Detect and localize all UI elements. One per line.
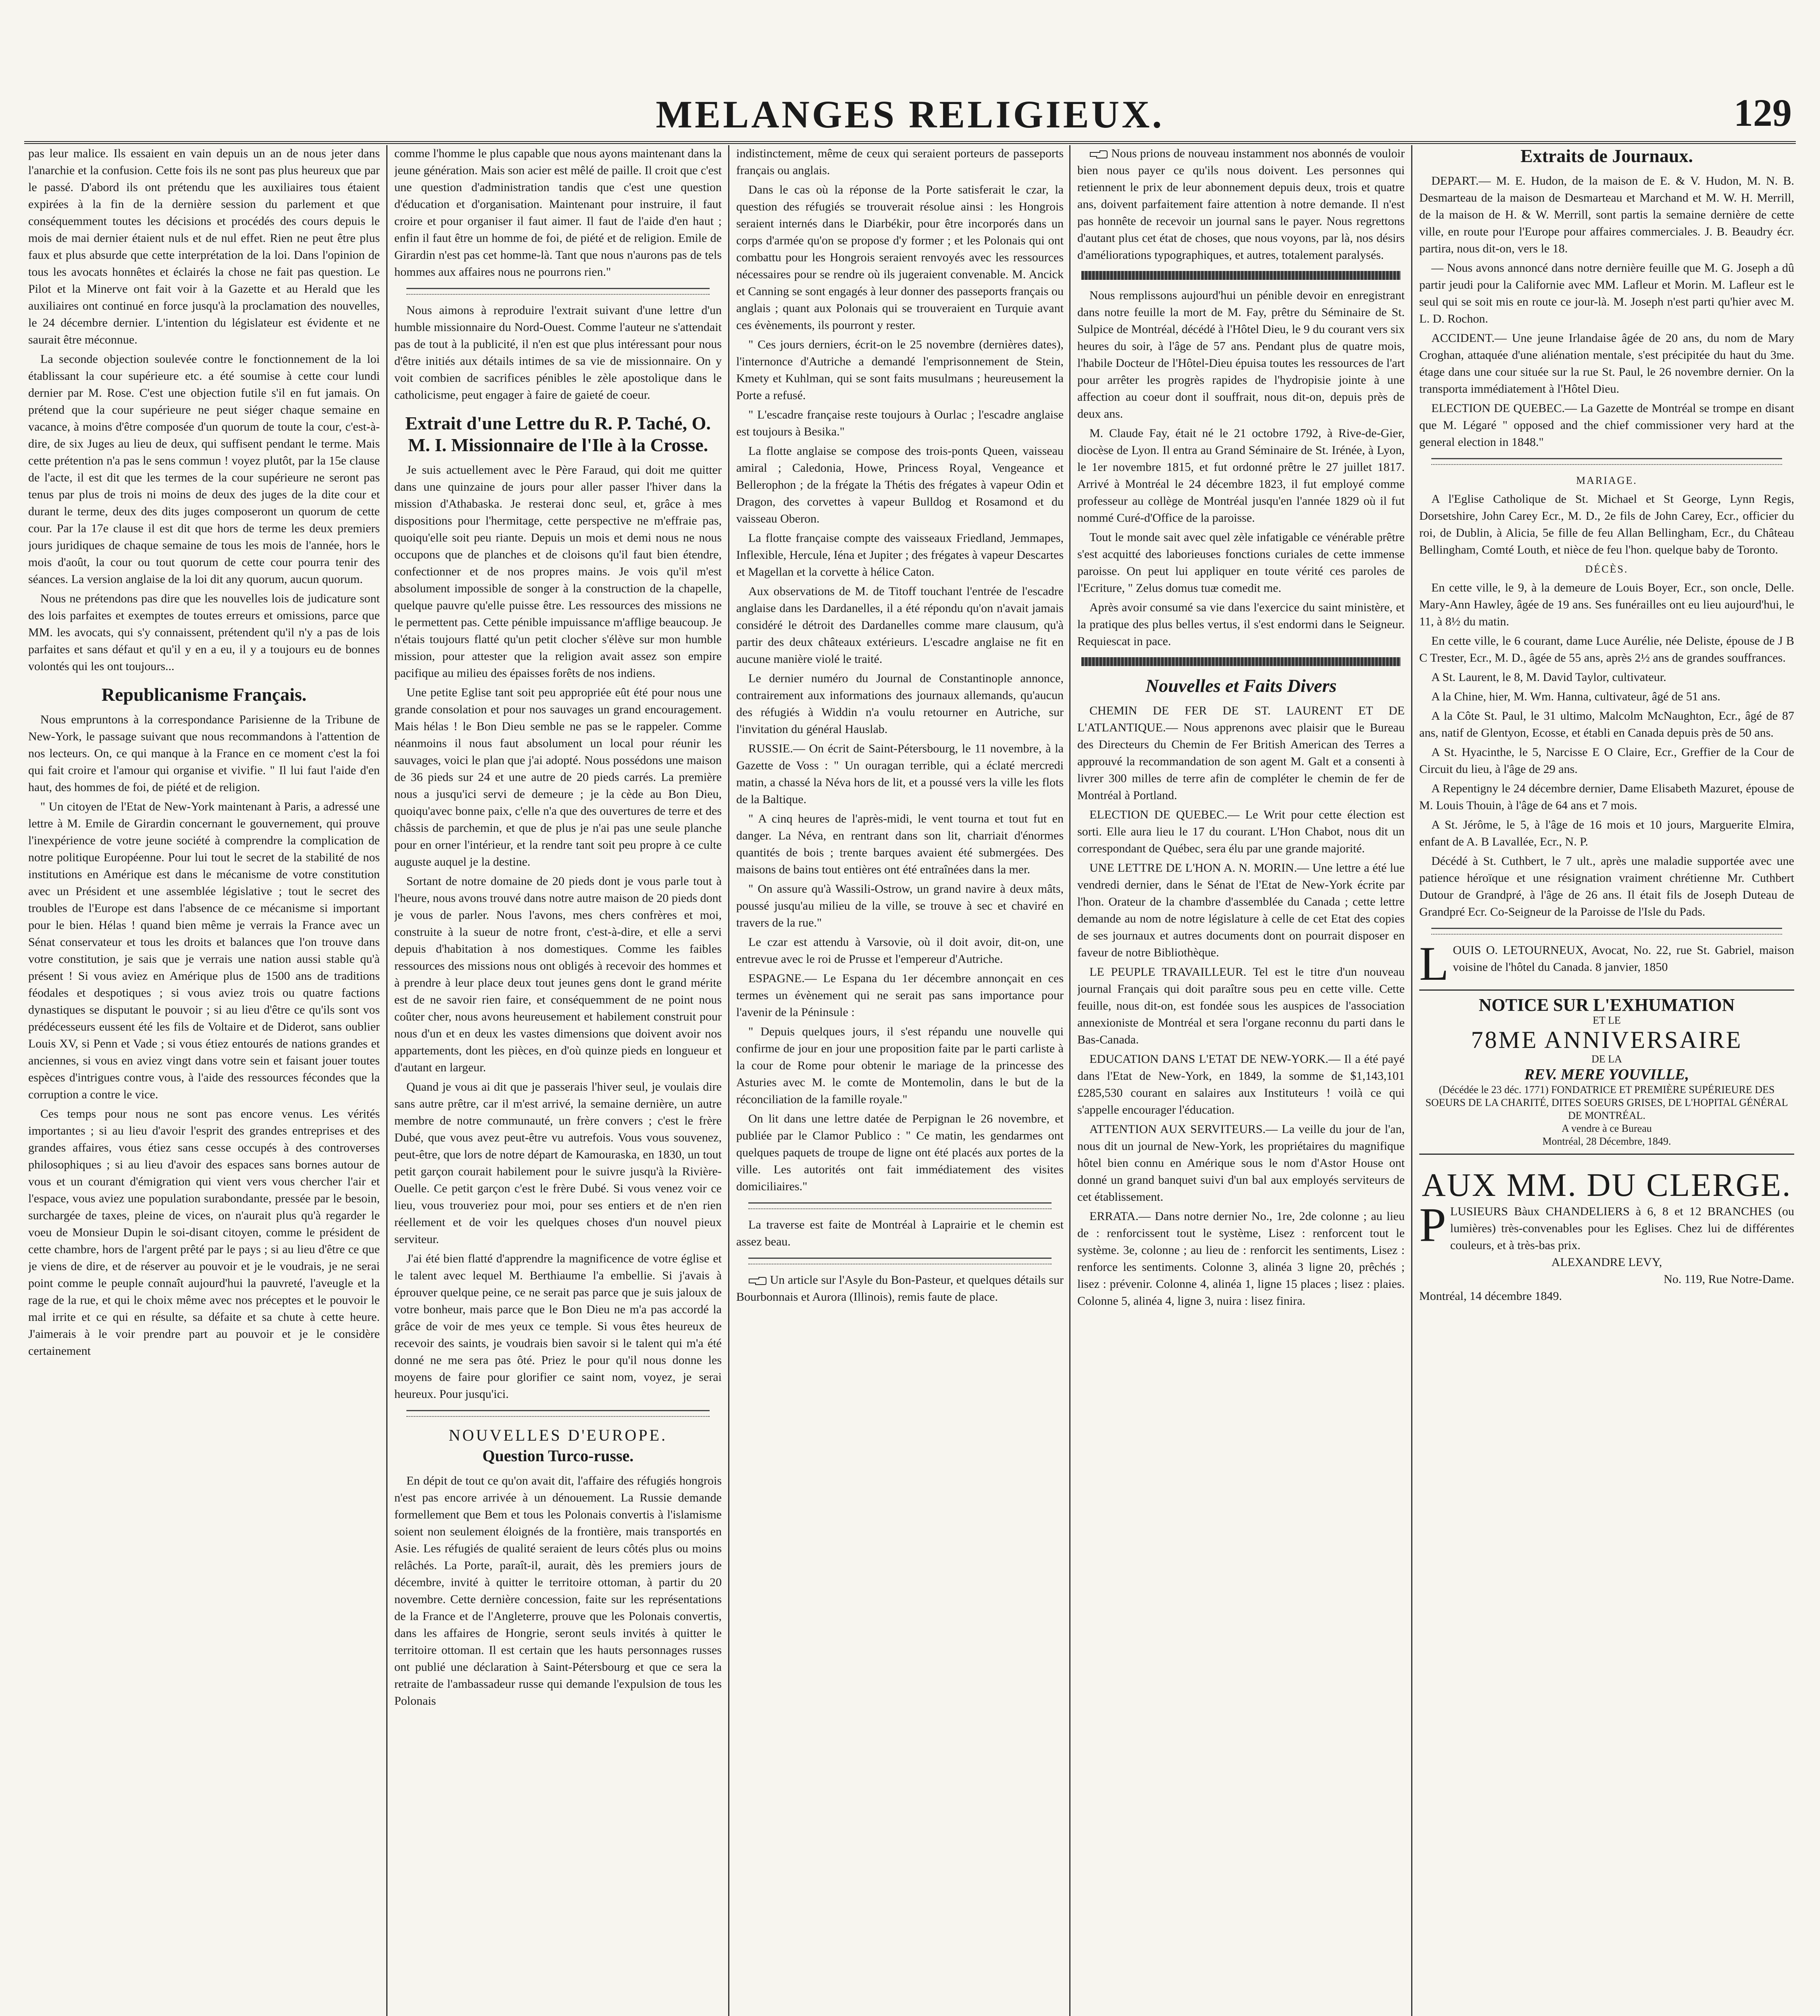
paragraph: Le dernier numéro du Journal de Constantinople annonce, contrairement aux informations des journaux allemands, qu'aucun des réfugiés à Widdin n'a voulu retourner en Autriche, sur l'invitation du général Hauslab. xyxy=(736,672,1064,736)
paragraph: Sortant de notre domaine de 20 pieds dont je vous parle tout à l'heure, nous avons trouvé dans notre autre maison de 20 pieds dont je vous de parler. Nous l'avons, mes chers confrères et moi, construite à la sueur de notre front, c'est-à-dire, et elle a servi depuis d'habitation à nos domestiques. Comme les faibles ressources des missions nous ont obligés à recevoir des hommes et à prendre à leur place deux tout jeunes gens dont le grand mérite est de ne savoir rien faire, et conséquemment de ne point nous coûter cher, nous avons heureusement et habilement construit pour nous d'un et en deux les vastes dimensions que doivent avoir nos appartements, dont les pièces, en d'où quinze pieds en longueur et d'autant en largeur. xyxy=(394,875,722,1074)
paragraph: CHEMIN DE FER DE ST. LAURENT ET DE L'ATLANTIQUE.— Nous apprenons avec plaisir que le Bureau des Directeurs du Chemin de Fer British American des Terres a approuvé la recommandation de son agent M. Galt et a consenti à livrer 300 milles de terre afin de compléter le chemin de fer de Montréal à Portland. xyxy=(1077,704,1405,802)
paragraph: ELECTION DE QUEBEC.— La Gazette de Montréal se trompe en disant que M. Légaré " opposed and the chief commissioner very hard at the general election in 1848." xyxy=(1419,402,1794,449)
paragraph: On lit dans une lettre datée de Perpignan le 26 novembre, et publiée par le Clamor Publico : " Ce matin, les gendarmes ont quelques paquets de troupe de ligne ont été placés aux portes de la ville. Les autorités ont fait immédiatement des visites domiciliaires." xyxy=(736,1112,1064,1193)
section-title: Nouvelles et Faits Divers xyxy=(1145,675,1337,696)
notice-line: ET LE xyxy=(1593,1014,1621,1026)
paragraph: indistinctement, même de ceux qui seraient porteurs de passeports français ou anglais. xyxy=(736,147,1064,177)
notice-anniversary: 78ME ANNIVERSAIRE xyxy=(1471,1027,1743,1053)
page-title: MELANGES RELIGIEUX. xyxy=(656,93,1164,136)
section-heading xyxy=(394,412,722,456)
notice-line: DE LA xyxy=(1591,1053,1622,1065)
section-heading xyxy=(1419,145,1794,167)
paragraph: Nous ne prétendons pas dire que les nouvelles lois de judicature sont des lois parfaites et exemptes de toutes erreurs et omissions, parce que MM. les avocats, qui s'y connaissent, prétendent qu'il n'y a pas de lois parfaites et sans défaut et qu'il y en a eu, il y a toujours eu de bonnes volontés qui les ont toujours... xyxy=(28,592,380,673)
column-divider xyxy=(386,145,387,2016)
paragraph: Tout le monde sait avec quel zèle infatigable ce vénérable prêtre s'est acquitté des laborieuses fonctions curiales de cette immense paroisse. On peut lui appliquer en toute vérité ces paroles de l'Ecriture, " Zelus domus tuæ comedit me. xyxy=(1077,531,1405,595)
section-heading xyxy=(28,684,380,706)
section-title: Republicanisme Français. xyxy=(101,684,307,705)
paragraph: EDUCATION DANS L'ETAT DE NEW-YORK.— Il a été payé dans l'Etat de New-York, en 1849, la somme de $1,143,101 £285,530 courant en salaires aux Instituteurs ! voilà ce qui s'appelle encourager l'éducation. xyxy=(1077,1052,1405,1116)
separator xyxy=(1431,928,1782,935)
paragraph: UNE LETTRE DE L'HON A. N. MORIN.— Une lettre a été lue vendredi dernier, dans le Sénat de l'Etat de New-York écrite par l'hon. Orateur de la chambre d'assemblée du Canada ; cette lettre demande au nom de notre législature à celle de cet Etat des copies de ses journaux et autres documents dont on pourrait disposer en faveur de notre Bibliothèque. xyxy=(1077,861,1405,959)
separator xyxy=(406,1410,710,1417)
paragraph xyxy=(1077,145,1405,264)
notice-sale: A vendre à ce Bureau xyxy=(1562,1123,1652,1134)
column-3 xyxy=(736,145,1064,2016)
paragraph: ACCIDENT.— Une jeune Irlandaise âgée de 20 ans, du nom de Mary Croghan, attaquée d'une aliénation mentale, s'est précipitée du haut du 3me. étage dans une cour située sur la rue St. Paul, le 26 novembre dernier. On la transporta immédiatement à l'Hôtel Dieu. xyxy=(1419,331,1794,396)
column-4 xyxy=(1077,145,1405,2016)
header-rule xyxy=(24,141,1796,144)
paragraph: La flotte anglaise se compose des trois-ponts Queen, vaisseau amiral ; Caledonia, Howe, Princess Royal, Vengeance et Bellerophon ; de la frégate la Thétis des frégates à vapeur Odin et Dragon, des corvettes à vapeur Bulldog et Rosamond et du vaisseau Oberon. xyxy=(736,444,1064,525)
separator xyxy=(748,1258,1052,1264)
advertisement-text: OUIS O. LETOURNEUX, Avocat, No. 22, rue St. Gabriel, maison voisine de l'hôtel du Canada. 8 janvier, 1850 xyxy=(1453,943,1794,974)
ornamental-rule xyxy=(1081,271,1401,280)
subsection-title: DÉCÈS. xyxy=(1585,563,1628,575)
paragraph: Décédé à St. Cuthbert, le 7 ult., après une maladie supportée avec une patience héroïque et une résignation vraiment chrétienne Mr. Cuthbert Dutour de Grandpré, à l'âge de 26 ans. Il était fils de Joseph Duteau de Grandpré Ecr. Co-Seigneur de la Paroisse de l'Isle du Pads. xyxy=(1419,854,1794,918)
paragraph: ELECTION DE QUEBEC.— Le Writ pour cette élection est sorti. Elle aura lieu le 17 du courant. L'Hon Chabot, nous dit un correspondant de Québec, sera élu par une grande majorité. xyxy=(1077,808,1405,855)
paragraph: J'ai été bien flatté d'apprendre la magnificence de votre église et le talent avec lequel M. Berthiaume l'a embellie. Si j'avais à éprouver quelque peine, ce ne serait pas parce que je suis jaloux de votre bonheur, mais parce que le Bon Dieu ne m'a pas accordé la grâce de voir de mes yeux ce temple. Si vous êtes heureux de recevoir des saints, je voudrais bien savoir si le talent qui m'a été donné ne me sera pas ôté. Priez le pour qu'il nous donne les moyens de faire pour glorifier ce saint nom, voyez, je serai heureux. Pour jusqu'ici. xyxy=(394,1252,722,1401)
paragraph: Nous aimons à reproduire l'extrait suivant d'une lettre d'un humble missionnaire du Nord-Ouest. Comme l'auteur ne s'attendait pas de tout à la publicité, il n'en est que plus intéressant pour nous d'être initiés aux détails intimes de sa vie de missionnaire. On y voit combien de sacrifices pénibles le zèle apostolique dans le catholicisme, peut engager à faire de gaieté de coeur. xyxy=(394,304,722,402)
paragraph: Nous empruntons à la correspondance Parisienne de la Tribune de New-York, le passage suivant que nous recommandons à l'attention de nos lecteurs. On, ce qui manque à la France en ce moment c'est la foi qui fait croire et l'amour qui organise et vivifie. " Il lui faut l'aide d'en haut, des hommes de foi, de piété et de religion. xyxy=(28,713,380,794)
column-2 xyxy=(394,145,722,2016)
page-header xyxy=(24,85,1796,137)
notice-name: REV. MERE YOUVILLE, xyxy=(1524,1066,1689,1083)
column-5 xyxy=(1419,145,1794,2016)
paragraph: En dépit de tout ce qu'on avait dit, l'affaire des réfugiés hongrois n'est pas encore arrivée à un dénouement. La Russie demande formellement que Bem et tous les Polonais convertis à l'islamisme soient non seulement éloignés de la frontière, mais transportés en Asie. Les réfugiés de qualité seraient de leurs côtés plus ou moins relâchés. La Porte, paraît-il, aurait, dès les premiers jours de décembre, invité à quitter le territoire ottoman, à partir du 20 novembre. Cette dernière concession, faite sur les représentations de la France et de l'Angleterre, prouve que les Polonais convertis, dans les affaires de Hongrie, seront seuls invités à quitter le territoire ottoman. Il est certain que les hauts personnages russes ont publié une déclaration à Saint-Pétersbourg et que ce sera la retraite de l'ambassadeur russe qui demande l'expulsion de tous les Polonais xyxy=(394,1474,722,1708)
section-heading xyxy=(394,1426,722,1467)
paragraph: RUSSIE.— On écrit de Saint-Pétersbourg, le 11 novembre, à la Gazette de Voss : " Un ouragan terrible, qui a éclaté mercredi matin, a chassé la Néva hors de lit, et a poussé vers la ville les flots de la Baltique. xyxy=(736,742,1064,806)
section-title: NOUVELLES D'EUROPE. xyxy=(448,1426,668,1444)
rule xyxy=(1419,1154,1794,1155)
paragraph: ERRATA.— Dans notre dernier No., 1re, 2de colonne ; au lieu de : renforcissent tout le système, Lisez : renforcent tout le système. 3e, colonne ; au lieu de : renforcit les sentiments, Lisez : renforce les sentiments. Colonne 3, alinéa 3 ligne 20, prêchés ; lisez : prévenir. Colonne 4, alinéa 1, ligne 15 places ; lisez : plaies. Colonne 5, alinéa 4, ligne 3, nuira : lisez finira. xyxy=(1077,1210,1405,1308)
section-subtitle: Question Turco-russe. xyxy=(482,1447,634,1465)
separator xyxy=(748,1202,1052,1209)
paragraph xyxy=(736,1272,1064,1306)
ornamental-rule xyxy=(1081,657,1401,666)
separator xyxy=(1431,458,1782,465)
section-title: Extraits de Journaux. xyxy=(1520,146,1693,166)
advertisement-clerge xyxy=(1419,1160,1794,1305)
paragraph: La seconde objection soulevée contre le fonctionnement de la loi établissant la cour supérieure etc. a été soumise à cette cour lundi dernier par M. Rose. C'est une objection futile s'il en fut jamais. On prétend que la cour supérieure ne peut siéger chaque semaine en vacance, à moins d'être composée d'un quorum de toute la cour, c'est-à-dire, de six Juges au lieu de deux, qui suffisent pendant le terme. Mais cette prétention n'a pas le sens commun ! voyez plutôt, par la 15e clause de l'acte, il est dit que les termes de la cour supérieure ne seront pas tenus par plus de trois ni moins de deux des juges de la dite cour et durant le terme, deux des dits juges composeront un quorum de cette cour. Par la 17e clause il est dit que hors de terme les deux premiers jours juridiques de chaque semaine de tous les mois de l'année, hors le mois d'août, la cour ou tout quorum de cette cour pourra tenir des séances. La version anglaise de la loi dit any quorum, aucun quorum. xyxy=(28,352,380,586)
column-1 xyxy=(28,145,380,2016)
rule xyxy=(1419,989,1794,991)
paragraph: pas leur malice. Ils essaient en vain depuis un an de nous jeter dans l'anarchie et la confusion. Cette fois ils ne sont pas plus heureux que par le passé. D'abord ils ont prétendu que les auxiliaires tous étaient expirées à la fin de la dernière session du parlement et que conséquemment toutes les décisions et procédés des cours depuis le mois de mai dernier étaient nuls et de nul effet. Rien ne peut être plus faux et plus absurde que cette interprétation de la loi. Dans l'opinion de tous les avocats honnêtes et éclairés la chose ne fait pas question. Le Pilot et la Minerve ont fait voir à la Gazette et au Herald que les auxiliaires ont continué en force jusqu'à la proclamation des nouvelles, le 24 décembre dernier. L'intention du législateur est évidente et ne saurait être méconnue. xyxy=(28,147,380,346)
paragraph: M. Claude Fay, était né le 21 octobre 1792, à Rive-de-Gier, diocèse de Lyon. Il entra au Grand Séminaire de St. Irénée, à Lyon, le 1er novembre 1815, et fut ordonné prêtre le 27 juillet 1817. Arrivé à Montréal le 24 décembre 1823, il fut employé comme professeur au collège de Montréal jusqu'en l'année 1829 où il fut nommé Curé-d'Office de la paroisse. xyxy=(1077,427,1405,525)
paragraph: Aux observations de M. de Titoff touchant l'entrée de l'escadre anglaise dans les Dardanelles, il a été répondu qu'on n'avait jamais considéré le détroit des Dardanelles comme mare clausum, qu'à partir des deux châteaux extérieurs. L'escadre anglaise ne fit en aucune manière violé le traité. xyxy=(736,585,1064,666)
paragraph: A Repentigny le 24 décembre dernier, Dame Elisabeth Mazuret, épouse de M. Louis Thouin, à l'âge de 64 ans et 7 mois. xyxy=(1419,782,1794,812)
paragraph: La traverse est faite de Montréal à Laprairie et le chemin est assez beau. xyxy=(736,1218,1064,1248)
subsection-title: MARIAGE. xyxy=(1576,475,1637,486)
paragraph: " Depuis quelques jours, il s'est répandu une nouvelle qui confirme de jour en jour une proposition faite par le parti carliste à la cour de Rome pour obtenir le mariage de la princesse des Asturies avec M. le comte de Montemolin, dans le but de la réconciliation de la famille royale." xyxy=(736,1025,1064,1106)
paragraph: La flotte française compte des vaisseaux Friedland, Jemmapes, Inflexible, Hercule, Iéna et Jupiter ; des frégates à vapeur Descartes et Magellan et la corvette à hélice Caton. xyxy=(736,531,1064,579)
paragraph: Dans le cas où la réponse de la Porte satisferait le czar, la question des réfugiés se trouverait résolue ainsi : les Hongrois seraient internés dans le Diarbékir, pour être incorporés dans un corps d'armée qu'on se propose d'y former ; et les Polonais qui ont combattu pour les Hongrois seraient renvoyés avec les ressources nécessaires pour se rendre où ils jugeraient convenable. M. Ancick et Canning se sont engagés à leur donner des passeports français ou anglais ; quant aux Polonais qui se trouveraient en Turquie avant ces évènements, ils pourront y rester. xyxy=(736,183,1064,332)
notice-date: Montréal, 28 Décembre, 1849. xyxy=(1542,1135,1671,1147)
notice-body: (Décédée le 23 déc. 1771) FONDATRICE ET PREMIÈRE SUPÉRIEURE DES SOEURS DE LA CHARITÉ, DITES SOEURS GRISES, DE L'HOPITAL GÉNÉRAL DE MONTRÉAL. xyxy=(1425,1084,1788,1121)
paragraph: " A cinq heures de l'après-midi, le vent tourna et tout fut en danger. La Néva, en rentrant dans son lit, charriait d'énormes quantités de bois ; trente barques avaient été submergées. Des maisons de bains tout entières ont été entraînées dans la mer. xyxy=(736,812,1064,876)
paragraph: ESPAGNE.— Le Espana du 1er décembre annonçait en ces termes un évènement qui ne serait pas sans importance pour l'avenir de la Péninsule : xyxy=(736,972,1064,1019)
paragraph: " On assure qu'à Wassili-Ostrow, un grand navire à deux mâts, poussé jusqu'au milieu de la ville, se trouve à sec et chaviré en travers de la rue." xyxy=(736,882,1064,929)
section-title: Extrait d'une Lettre du R. P. Taché, O. M. I. Missionnaire de l'Ile à la Crosse. xyxy=(405,413,711,455)
paragraph: Le czar est attendu à Varsovie, où il doit avoir, dit-on, une entrevue avec le roi de Prusse et l'empereur d'Autriche. xyxy=(736,935,1064,966)
paragraph: " Ces jours derniers, écrit-on le 25 novembre (dernières dates), l'internonce d'Autriche a demandé l'emprisonnement de Stein, Kmety et Kuhlman, qui se sont faits musulmans ; heureusement la Porte a refusé. xyxy=(736,338,1064,402)
advertisement-letourneux xyxy=(1419,942,1794,984)
paragraph: A St. Hyacinthe, le 5, Narcisse E O Claire, Ecr., Greffier de la Cour de Circuit du lieu, à l'âge de 29 ans. xyxy=(1419,746,1794,776)
paragraph: Je suis actuellement avec le Père Faraud, qui doit me quitter dans une quinzaine de jours pour aller passer l'hiver dans la mission d'Athabaska. Je resterai donc seul, et, grâce à mes dispositions pour l'hermitage, cette perspective ne m'effraie pas, quoiqu'elle soit peu riante. Depuis un mois et demi nous ne nous occupons que de planches et de cloisons qu'il faut bien étendre, confectionner et de nos propres mains. Je vois qu'il m'est absolument impossible de songer à la construction de la chapelle, quelque pauvre qu'elle puisse être. Les ressources des missions ne le permettent pas. Cette pénible impuissance m'afflige beaucoup. Je n'étais toujours flatté qu'un petit clocher s'élève sur mon humble mission, pour attester que la religion avait assez son empire pacifique au milieu des épaisses forêts de nos indiens. xyxy=(394,463,722,680)
drop-cap: L xyxy=(1419,942,1449,984)
advertisement-date: Montréal, 14 décembre 1849. xyxy=(1419,1289,1562,1303)
section-heading xyxy=(1419,472,1794,489)
paragraph: A la Côte St. Paul, le 31 ultimo, Malcolm McNaughton, Ecr., âgé de 87 ans, natif de Glentyon, Ecosse, et établi en Canada depuis près de 50 ans. xyxy=(1419,709,1794,739)
paragraph: A l'Eglise Catholique de St. Michael et St George, Lynn Regis, Dorsetshire, John Carey Ecr., M. D., 2e fils de John Carey, Ecr., officier du roi, de Dublin, à Alicia, 5e fille de feu Allan Bellingham, Ecr., du Château Bellingham, Comté Louth, et nièce de feu l'hon. quelque baby de Toronto. xyxy=(1419,492,1794,556)
paragraph: comme l'homme le plus capable que nous ayons maintenant dans la jeune génération. Mais son acier est mêlé de paille. Il croit que c'est une question d'administration tandis que c'est une question d'éducation et d'organisation. Maintenant pour instruire, il faut croire et pour organiser il faut aimer. Il faut de l'aide d'en haut ; enfin il faut être un homme de foi, de piété et de religion. Emile de Girardin n'est pas cet homme-là. Tant que nous n'aurons pas de tels hommes aux affaires nous ne pourrons rien." xyxy=(394,147,722,279)
paragraph: A St. Jérôme, le 5, à l'âge de 16 mois et 10 jours, Marguerite Elmira, enfant de A. B Lavallée, Ecr., N. P. xyxy=(1419,818,1794,848)
column-divider xyxy=(728,145,729,2016)
separator xyxy=(406,288,710,295)
paragraph: " Un citoyen de l'Etat de New-York maintenant à Paris, a adressé une lettre à M. Emile de Girardin concernant le gouvernement, qui prouve l'inexpérience de votre jeune société à comprendre la complication de notre politique Européenne. Pour lui tout le secret de la stabilité de nos institutions en Amérique est dans le mécanisme de votre constitution avec un Président et une assemblée législative ; tout le secret des troubles de l'Europe est dans l'absence de ce mécanisme si important pour le bien. Hélas ! quand bien même je verrais la France avec un Sénat conservateur et tous les droits et balances que l'on trouve dans votre constitution, je sais que je verrais une nation aussi stable qu'à présent ! Si vous aviez en Amérique plus de 1500 ans de traditions féodales et despotiques ; si vous aviez trois ou quatre factions dynastiques se disputant le pouvoir ; si au lieu d'être ce qu'ils sont vos prédécesseurs eussent été les fils de Voltaire et de Diderot, sans oublier Louis XV, si Penn et Vade ; si vous étiez entourés de nations grandes et anciennes, si vous en aviez vingt dans votre sein et faisant jouer toutes espèces d'intrigues contre vous, à l'aide des ressources fécondes que la corruption a contre le vice. xyxy=(28,800,380,1101)
pointing-hand-icon xyxy=(748,1276,767,1286)
paragraph: Une petite Eglise tant soit peu appropriée eût été pour nous une grande consolation et pour nos sauvages un grand encouragement. Mais hélas ! le Bon Dieu semble ne pas se le rappeler. Comme néanmoins il nous faut absolument un local pour réunir les sauvages, voici le plan que j'ai adopté. Nous possédons une maison de 36 pieds sur 24 et une autre de 20 pieds carrés. La première nous a jusqu'ici servi de demeure ; je la cède au Bon Dieu, quoiqu'avec bonne paix, c'elle n'a que des ouvertures de terre et des châssis de parchemin, et que de plus je n'ai pas une seule planche pour en orner l'intérieur, et la rendre tant soit peu propre à ce culte auguste auquel je la destine. xyxy=(394,686,722,868)
paragraph: Nous remplissons aujourd'hui un pénible devoir en enregistrant dans notre feuille la mort de M. Fay, prêtre du Séminaire de St. Sulpice de Montréal, décédé à l'Hôtel Dieu, le 9 du courant vers six heures du soir, à l'âge de 57 ans. Pendant plus de quatre mois, l'habile Docteur de l'Hôtel-Dieu épuisa toutes les ressources de l'art pour arrêter les progrès rapides de l'hydropisie jointe à une affection au coeur dont il souffrait, nous dit-on, depuis près de deux ans. xyxy=(1077,289,1405,421)
paragraph: En cette ville, le 9, à la demeure de Louis Boyer, Ecr., son oncle, Delle. Mary-Ann Hawley, âgée de 19 ans. Ses funérailles ont eu lieu aujourd'hui, le 11, à 8½ du matin. xyxy=(1419,581,1794,628)
advertisement-text: LUSIEURS Bàux CHANDELIERS à 6, 8 et 12 BRANCHES (ou lumières) très-convenables pour les Eglises. Chez lui de différentes couleurs, et à très-bas prix. xyxy=(1450,1205,1794,1252)
paragraph: A la Chine, hier, M. Wm. Hanna, cultivateur, âgé de 51 ans. xyxy=(1431,690,1720,703)
section-heading xyxy=(1419,561,1794,578)
paragraph: Ces temps pour nous ne sont pas encore venus. Les vérités importantes ; si au lieu d'avoir l'esprit des grandes entreprises et des grandes affaires, vous étiez sans cesse occupés à des controverses philosophiques ; si au lieu d'avoir des espaces sans bornes autour de vous et un courant d'émigration qui vient vers vous chercher l'air et l'espace, vous aviez une population surabondante, pressée par le besoin, surchargée de taxes, pleine de vices, on n'aurait plus qu'à regarder le voeu de Monsieur Dupin le soi-disant citoyen, comme le président de cette chambre, hors de l'argent prêté par le pays ; si au lieu d'être ce que je viens de dire, et de réserver au pouvoir et je le voudrais, je ne serai point comme le peuple connaît aujourd'hui la pauvreté, l'aveugle et la rage de la rue, et qui le choix même avec nos préceptes et le pouvoir le mal irrite et ce qui en résulte, sa défaite et sa chute à cette heure. J'aimerais à le voir prendre part au pouvoir et je le considère certainement xyxy=(28,1107,380,1358)
paragraph: " L'escadre française reste toujours à Ourlac ; l'escadre anglaise est toujours à Besika." xyxy=(736,408,1064,438)
paragraph: DEPART.— M. E. Hudon, de la maison de E. & V. Hudon, M. N. B. Desmarteau de la maison de Desmarteau et Marchand et M. W. H. Merrill, de la maison de H. & W. Merrill, sont partis la semaine dernière de cette ville, en route pour l'Europe pour affaires commerciales. J. B. Beaudry écr. partira, nous dit-on, vers le 18. xyxy=(1419,174,1794,255)
section-heading xyxy=(1077,675,1405,697)
notice-text: Nous prions de nouveau instamment nos abonnés de vouloir bien nous payer ce qu'ils nous doivent. Les personnes qui retiennent le prix de leur abonnement depuis deux, trois et quatre ans, doivent parfaitement faire attention à notre demande. Il n'est pas honnête de recevoir un journal sans le payer. Nous regrettons d'autant plus cet état de choses, que nous voyons, par là, nos désirs d'améliorations typographiques, et autres, totalement paralysés. xyxy=(1077,147,1405,262)
advertiser-name: ALEXANDRE LEVY, xyxy=(1551,1256,1662,1269)
paragraph: Quand je vous ai dit que je passerais l'hiver seul, je voulais dire sans autre prêtre, car il m'est arrivé, la semaine dernière, un autre membre de notre communauté, un frère convers ; c'est le frère Dubé, que vous avez peut-être vu autrefois. Vous vous souvenez, peut-être, que lors de notre départ de Kamouraska, en 1830, un tout petit garçon courait habilement pour le suivre jusqu'à la Rivière-Ouelle. Ce petit garçon c'est le frère Dubé. Si vous venez voir ce lieu, vous trouveriez pour moi, pour ses entiers et de n'en rien réellement et de voir les quelques choses d'un nouvel pieux serviteur. xyxy=(394,1080,722,1246)
paragraph: En cette ville, le 6 courant, dame Luce Aurélie, née Deliste, épouse de J B C Trester, Ecr., M. D., âgée de 55 ans, après 2½ ans de grandes souffrances. xyxy=(1419,634,1794,664)
pointing-hand-icon xyxy=(1089,149,1108,160)
advertiser-address: No. 119, Rue Notre-Dame. xyxy=(1664,1272,1794,1286)
paragraph: Après avoir consumé sa vie dans l'exercice du saint ministère, et la pratique des plus belles vertus, il s'est endormi dans le Seigneur. Requiescat in pace. xyxy=(1077,601,1405,648)
advertisement-title: AUX MM. DU CLERGE. xyxy=(1422,1166,1792,1203)
notice-exhumation xyxy=(1419,996,1794,1148)
paragraph: — Nous avons annoncé dans notre dernière feuille que M. G. Joseph a dû partir jeudi pour la Californie avec MM. Lafleur et Morin. M. Lafleur est le seul qui se soit mis en route ce jour-là. M. Joseph n'est parti qu'hier avec M. L. D. Rochon. xyxy=(1419,261,1794,325)
page-number: 129 xyxy=(1734,91,1792,134)
paragraph: A St. Laurent, le 8, M. David Taylor, cultivateur. xyxy=(1431,671,1666,684)
paragraph: LE PEUPLE TRAVAILLEUR. Tel est le titre d'un nouveau journal Français qui doit paraître sous peu en cette ville. Cette feuille, nous dit-on, est fondée sous les auspices de l'association annexioniste de Montréal et sera l'organe reconnu du parti dans le Bas-Canada. xyxy=(1077,965,1405,1046)
paragraph: ATTENTION AUX SERVITEURS.— La veille du jour de l'an, nous dit un journal de New-York, les propriétaires du magnifique hôtel bien connu en Amérique sous le nom d'Astor House ont donné un grand banquet suivi d'un bal aux employés serviteurs de cet établissement. xyxy=(1077,1123,1405,1204)
notice-title: NOTICE SUR L'EXHUMATION xyxy=(1478,995,1735,1015)
drop-cap: P xyxy=(1419,1198,1446,1252)
column-divider xyxy=(1411,145,1412,2016)
notice-text: Un article sur l'Asyle du Bon-Pasteur, et quelques détails sur Bourbonnais et Aurora (Illinois), remis faute de place. xyxy=(736,1273,1064,1304)
column-divider xyxy=(1069,145,1070,2016)
